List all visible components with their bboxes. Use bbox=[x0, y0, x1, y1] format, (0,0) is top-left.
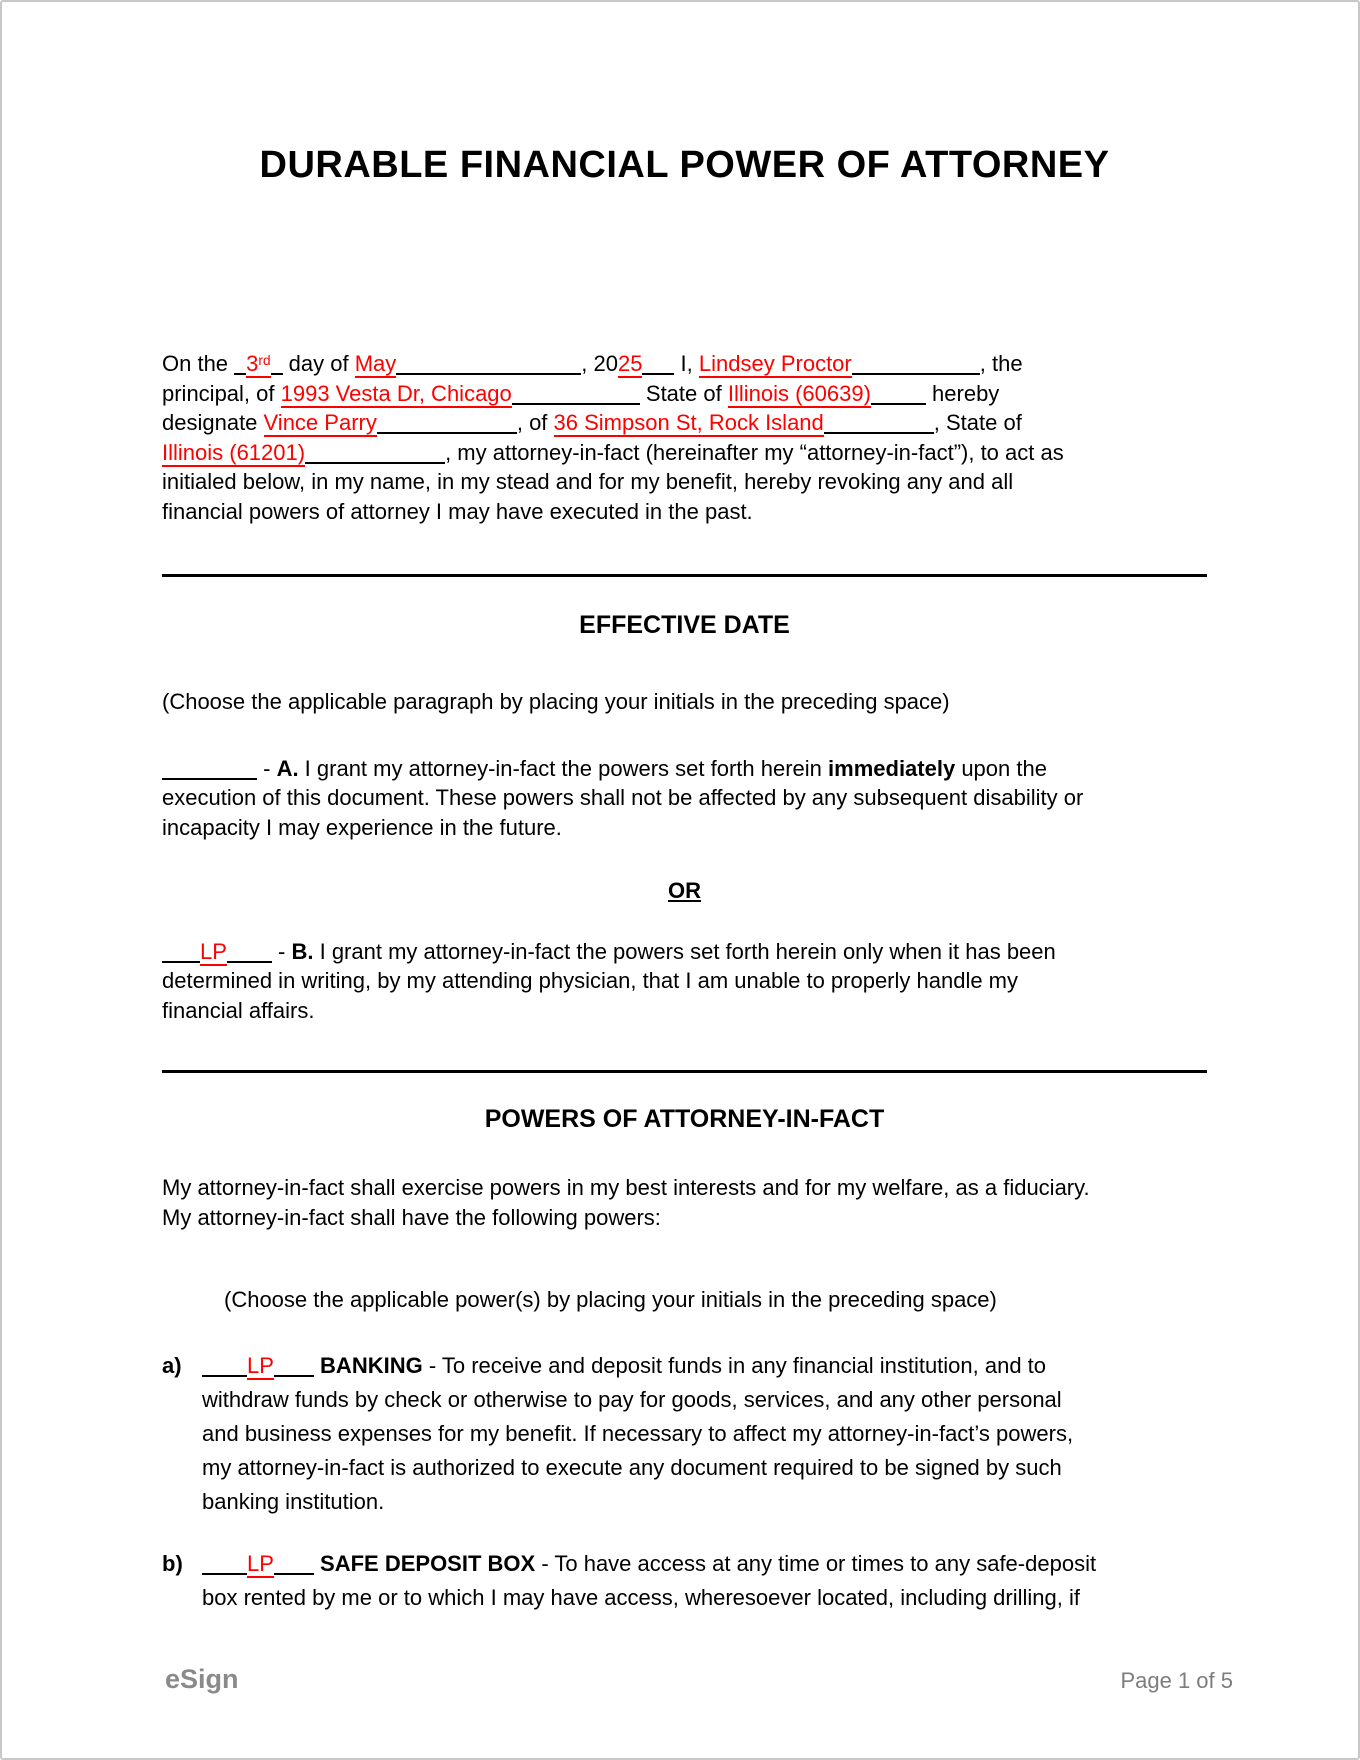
section-divider bbox=[162, 574, 1207, 577]
blank-underline bbox=[305, 450, 445, 464]
text-line bbox=[202, 1417, 1207, 1451]
blank-underline bbox=[234, 361, 246, 375]
power-item-text bbox=[202, 1547, 1207, 1615]
text-line bbox=[202, 1547, 1207, 1581]
text-run: day of bbox=[282, 351, 355, 377]
text-run: initialed below, in my name, in my stead and for my benefit, hereby revoking any and all bbox=[162, 469, 1014, 495]
text-run: , 20 bbox=[581, 351, 618, 377]
text-run: banking institution. bbox=[202, 1488, 385, 1514]
blank-underline bbox=[227, 949, 272, 963]
field-value: Vince Parry bbox=[263, 410, 377, 436]
text-line bbox=[162, 996, 1207, 1026]
text-run: my attorney-in-fact is authorized to execute any document required to be signed by such bbox=[202, 1454, 1062, 1480]
text-run: A. bbox=[276, 755, 299, 781]
text-run: I grant my attorney-in-fact the powers set forth herein bbox=[298, 755, 829, 781]
page-footer bbox=[165, 1664, 1233, 1695]
text-line bbox=[162, 966, 1207, 996]
text-line bbox=[162, 813, 1207, 843]
blank-underline bbox=[162, 949, 200, 963]
text-run: designate bbox=[162, 410, 264, 436]
text-run: BANKING bbox=[320, 1352, 423, 1378]
blank-underline bbox=[377, 420, 517, 434]
text-line bbox=[162, 408, 1207, 438]
text-run: withdraw funds by check or otherwise to pay for goods, services, and any other personal bbox=[202, 1386, 1062, 1412]
power-item-text bbox=[202, 1349, 1207, 1519]
text-run: execution of this document. These powers shall not be affected by any subsequent disability or bbox=[162, 785, 1084, 811]
text-run: , the bbox=[979, 351, 1023, 377]
text-run: , my attorney-in-fact (hereinafter my “attorney-in-fact”), to act as bbox=[445, 439, 1064, 465]
text-line bbox=[202, 1485, 1207, 1519]
field-value: 3rd bbox=[246, 351, 271, 377]
text-line bbox=[202, 1581, 1207, 1615]
text-run: financial powers of attorney I may have executed in the past. bbox=[162, 498, 753, 524]
text-run: B. bbox=[291, 938, 314, 964]
option-b-paragraph bbox=[162, 937, 1207, 1026]
text-run: upon the bbox=[955, 755, 1047, 781]
field-value: LP bbox=[247, 1550, 274, 1576]
document-content bbox=[162, 2, 1207, 1615]
or-label: OR bbox=[668, 878, 701, 904]
blank-underline bbox=[202, 1363, 247, 1377]
text-line bbox=[162, 497, 1207, 527]
blank-underline bbox=[642, 361, 674, 375]
blank-underline bbox=[871, 391, 926, 405]
text-line bbox=[162, 346, 1207, 379]
text-line bbox=[162, 1203, 1207, 1233]
text-line bbox=[202, 1383, 1207, 1417]
field-value: 25 bbox=[617, 351, 643, 377]
text-line bbox=[162, 783, 1207, 813]
text-run: - To receive and deposit funds in any financial institution, and to bbox=[422, 1352, 1047, 1378]
field-value: 1993 Vesta Dr, Chicago bbox=[280, 380, 512, 406]
document-title: DURABLE FINANCIAL POWER OF ATTORNEY bbox=[259, 144, 1110, 186]
page-number: Page 1 of 5 bbox=[1120, 1668, 1233, 1693]
text-run: , State of bbox=[933, 410, 1022, 436]
power-item-banking bbox=[162, 1349, 1207, 1519]
field-value: Illinois (61201) bbox=[162, 439, 306, 465]
text-run: State of bbox=[639, 380, 728, 406]
powers-intro-paragraph bbox=[162, 1173, 1207, 1232]
field-value: LP bbox=[247, 1352, 274, 1378]
text-run: - bbox=[271, 938, 292, 964]
text-run: SAFE DEPOSIT BOX bbox=[320, 1550, 536, 1576]
list-marker: b) bbox=[162, 1550, 183, 1576]
choose-powers-note: (Choose the applicable power(s) by placing your initials in the preceding space) bbox=[224, 1287, 997, 1313]
text-run: My attorney-in-fact shall exercise powers in my best interests and for my welfare, as a fiduciary. bbox=[162, 1175, 1090, 1201]
text-run: immediately bbox=[828, 755, 956, 781]
blank-underline bbox=[824, 420, 934, 434]
text-run: and business expenses for my benefit. If necessary to affect my attorney-in-fact’s powers, bbox=[202, 1420, 1074, 1446]
text-run: I grant my attorney-in-fact the powers set forth herein only when it has been bbox=[313, 938, 1056, 964]
section-divider bbox=[162, 1070, 1207, 1073]
text-line bbox=[162, 1173, 1207, 1203]
blank-underline bbox=[274, 1561, 314, 1575]
power-item-safe-deposit-box bbox=[162, 1547, 1207, 1615]
text-run: hereby bbox=[925, 380, 1000, 406]
blank-underline bbox=[274, 1363, 314, 1377]
powers-heading: POWERS OF ATTORNEY-IN-FACT bbox=[484, 1105, 885, 1134]
list-marker: a) bbox=[162, 1352, 182, 1378]
esign-logo: eSign bbox=[165, 1664, 239, 1694]
text-run: principal, of bbox=[162, 380, 281, 406]
text-line bbox=[162, 438, 1207, 468]
blank-underline bbox=[512, 391, 640, 405]
blank-underline bbox=[271, 361, 283, 375]
text-line bbox=[162, 467, 1207, 497]
blank-underline bbox=[852, 361, 980, 375]
text-line bbox=[162, 937, 1207, 967]
option-a-paragraph bbox=[162, 754, 1207, 843]
text-run: determined in writing, by my attending physician, that I am unable to properly handle my bbox=[162, 968, 1019, 994]
blank-underline bbox=[396, 361, 581, 375]
effective-date-heading: EFFECTIVE DATE bbox=[579, 611, 790, 640]
field-value: 36 Simpson St, Rock Island bbox=[553, 410, 824, 436]
text-run: - bbox=[257, 755, 277, 781]
opening-paragraph bbox=[162, 346, 1207, 526]
blank-underline bbox=[162, 766, 257, 780]
text-line bbox=[202, 1349, 1207, 1383]
blank-underline bbox=[202, 1561, 247, 1575]
field-value: May bbox=[354, 351, 397, 377]
text-run: I, bbox=[674, 351, 699, 377]
text-run: incapacity I may experience in the future. bbox=[162, 814, 562, 840]
text-run: My attorney-in-fact shall have the following powers: bbox=[162, 1204, 661, 1230]
text-run: - To have access at any time or times to any safe-deposit bbox=[535, 1550, 1097, 1576]
text-line bbox=[162, 379, 1207, 409]
field-value: LP bbox=[200, 938, 227, 964]
choose-paragraph-note: (Choose the applicable paragraph by placing your initials in the preceding space) bbox=[162, 689, 950, 715]
field-value: Illinois (60639) bbox=[727, 380, 871, 406]
text-line bbox=[162, 754, 1207, 784]
text-run: On the bbox=[162, 351, 235, 377]
text-run: financial affairs. bbox=[162, 997, 315, 1023]
ordinal-suffix: rd bbox=[258, 353, 271, 368]
text-run: box rented by me or to which I may have access, wheresoever located, including drilling, if bbox=[202, 1584, 1080, 1610]
text-run: , of bbox=[516, 410, 554, 436]
field-value: Lindsey Proctor bbox=[698, 351, 852, 377]
text-line bbox=[202, 1451, 1207, 1485]
